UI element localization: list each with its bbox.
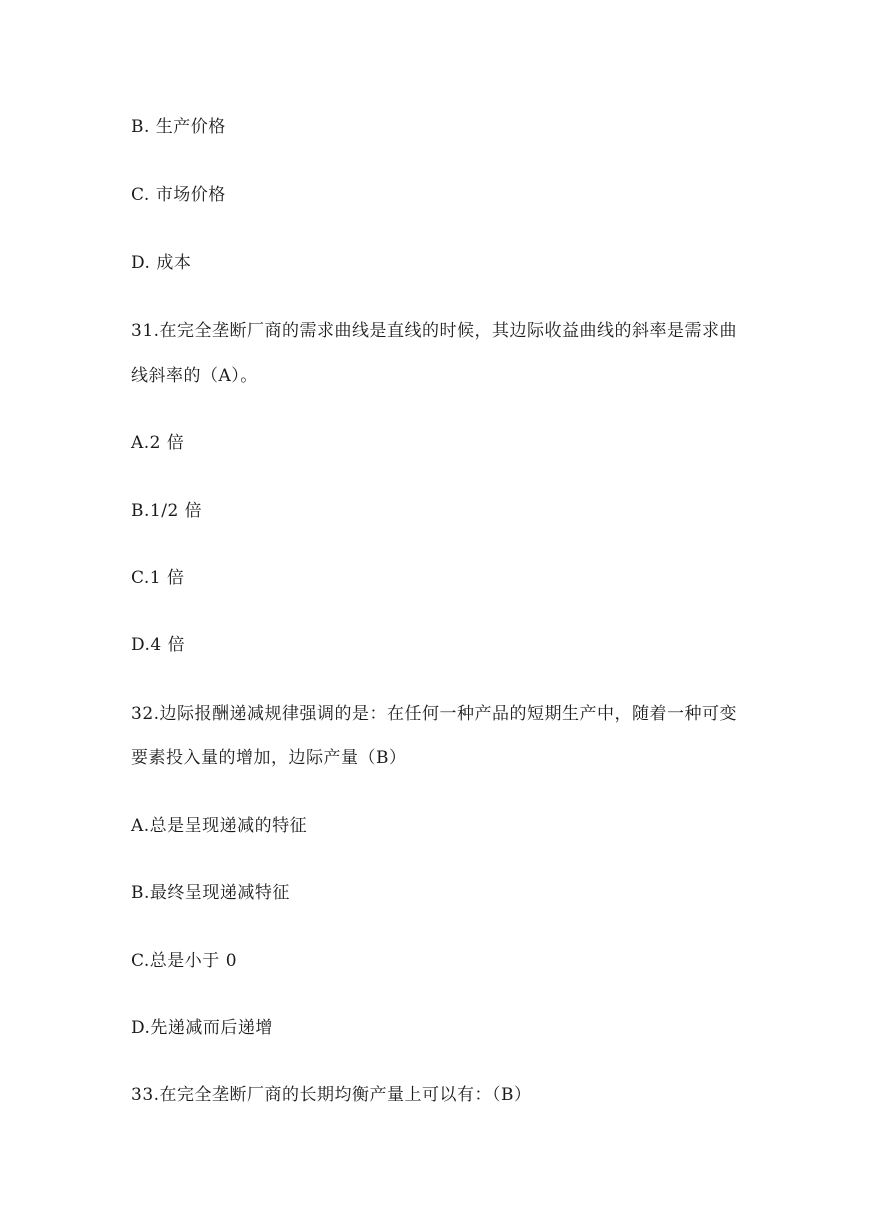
option-prev-d: D. 成本 (131, 253, 192, 273)
question-31-option-c: C.1 倍 (131, 568, 185, 588)
question-32-option-c: C.总是小于 0 (131, 951, 238, 971)
question-31-option-d: D.4 倍 (131, 635, 186, 655)
question-31-stem-line-1: 31.在完全垄断厂商的需求曲线是直线的时候，其边际收益曲线的斜率是需求曲 (131, 321, 738, 341)
option-prev-b: B. 生产价格 (131, 117, 226, 137)
question-32-stem-line-2: 要素投入量的增加，边际产量（B） (131, 748, 407, 768)
question-32-option-d: D.先递减而后递增 (131, 1018, 273, 1038)
question-31-option-a: A.2 倍 (131, 433, 185, 453)
question-33-stem-line-1: 33.在完全垄断厂商的长期均衡产量上可以有：（B） (131, 1085, 532, 1105)
option-prev-c: C. 市场价格 (131, 185, 226, 205)
question-31-option-b: B.1/2 倍 (131, 501, 203, 521)
question-32-option-a: A.总是呈现递减的特征 (131, 816, 308, 836)
question-32-stem-line-1: 32.边际报酬递减规律强调的是：在任何一种产品的短期生产中，随着一种可变 (131, 704, 738, 724)
question-31-stem-line-2: 线斜率的（A）。 (131, 366, 258, 386)
question-32-option-b: B.最终呈现递减特征 (131, 883, 290, 903)
